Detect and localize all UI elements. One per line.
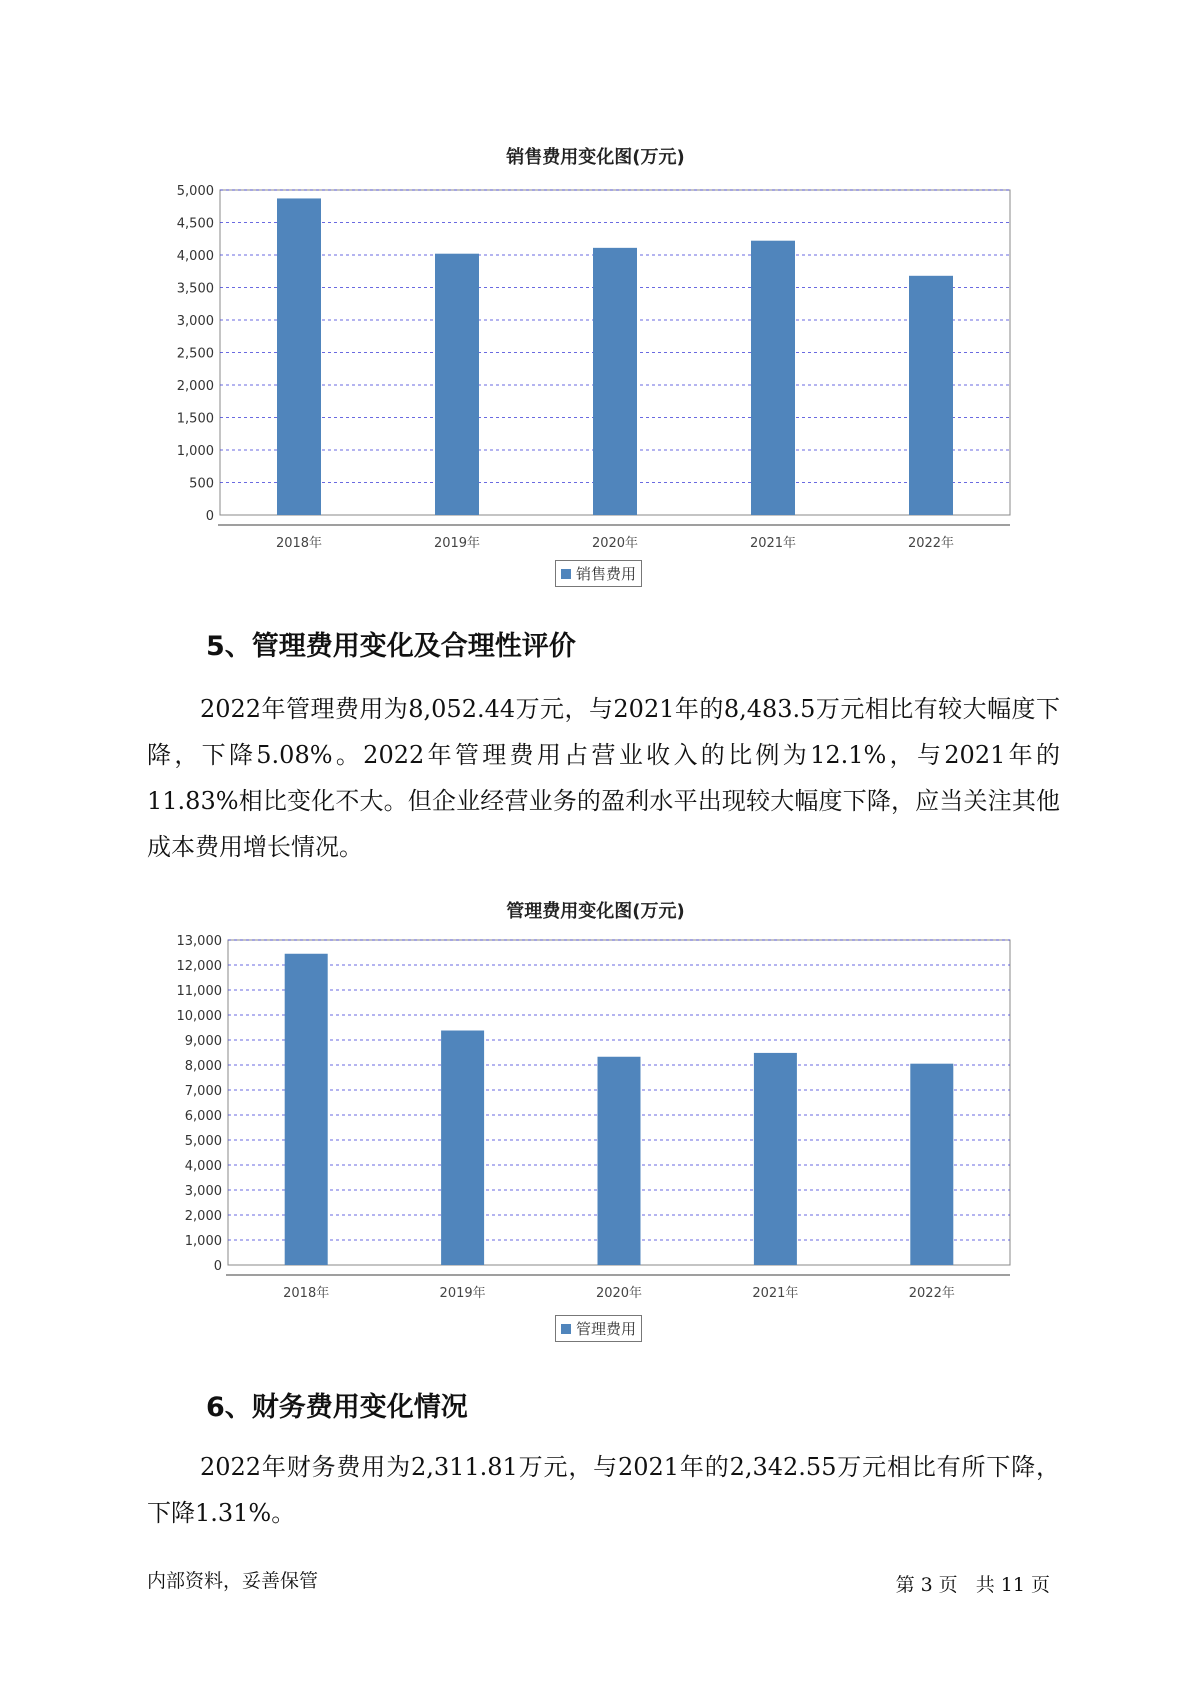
y-tick-label: 7,000 (184, 1084, 222, 1099)
y-tick-label: 5,000 (176, 184, 214, 199)
total-unit: 页 (1030, 1574, 1050, 1596)
y-tick-label: 8,000 (184, 1059, 222, 1074)
x-tick-label: 2019年 (439, 1286, 486, 1301)
bar (909, 276, 953, 515)
y-tick-label: 13,000 (176, 934, 222, 949)
section-paragraph-6: 2022年财务费用为2,311.81万元，与2021年的2,342.55万元相比有所下降，下降1.31%。 (147, 1453, 1060, 1527)
x-tick-label: 2018年 (275, 536, 323, 550)
bar (441, 1031, 484, 1266)
bar (751, 241, 795, 515)
x-tick-label: 2022年 (908, 1286, 955, 1301)
x-tick-label: 2020年 (591, 536, 639, 550)
legend-swatch (561, 569, 571, 579)
y-tick-label: 9,000 (184, 1034, 222, 1049)
y-tick-label: 4,000 (184, 1159, 222, 1174)
section-heading-6: 6、财务费用变化情况 (206, 1392, 468, 1423)
x-tick-label: 2021年 (749, 536, 797, 550)
bar (277, 198, 321, 515)
y-tick-label: 3,500 (176, 281, 214, 297)
y-tick-label: 4,000 (176, 249, 214, 264)
page-number: 3 (920, 1574, 933, 1596)
y-tick-label: 3,000 (176, 314, 214, 329)
chart-legend (555, 560, 642, 587)
y-tick-label: 500 (189, 476, 214, 492)
bar (910, 1064, 953, 1265)
legend-label: 管理费用 (576, 1320, 637, 1338)
y-tick-label: 1,000 (184, 1234, 222, 1249)
y-tick-label: 3,000 (184, 1184, 222, 1199)
y-tick-label: 0 (205, 509, 214, 524)
bar (435, 254, 479, 515)
y-tick-label: 2,000 (176, 379, 214, 394)
sales-expense-chart-svg (0, 170, 1191, 550)
y-tick-label: 2,000 (184, 1209, 222, 1224)
y-tick-label: 1,000 (176, 444, 214, 459)
y-tick-label: 0 (213, 1259, 222, 1274)
bar (598, 1057, 641, 1265)
section-paragraph-5: 2022年管理费用为8,052.44万元，与2021年的8,483.5万元相比有较大幅度下降，下降5.08%。2022年管理费用占营业收入的比例为12.1%，与2021年的11.83%相比变化不大。但企业经营业务的盈利水平出现较大幅度下降，应当关注其他成本费用增长情况。 (147, 695, 1060, 861)
footer-page-info (893, 1570, 1053, 1597)
x-tick-label: 2020年 (595, 1286, 643, 1301)
x-tick-label: 2018年 (283, 1286, 330, 1301)
footer-confidential-note: 内部资料，妥善保管 (147, 1570, 319, 1592)
x-tick-label: 2019年 (433, 536, 481, 550)
section-heading-5: 5、管理费用变化及合理性评价 (206, 631, 576, 662)
y-tick-label: 2,500 (176, 346, 214, 362)
page-unit: 页 (938, 1574, 958, 1596)
x-tick-label: 2022年 (907, 536, 955, 550)
legend-label: 销售费用 (576, 565, 637, 583)
y-tick-label: 4,500 (176, 216, 214, 232)
y-tick-label: 11,000 (176, 984, 222, 999)
y-tick-label: 6,000 (184, 1109, 222, 1124)
legend-swatch (561, 1324, 571, 1334)
y-tick-label: 12,000 (176, 959, 222, 974)
chart-title: 销售费用变化图(万元) (506, 147, 685, 168)
bar (754, 1053, 797, 1265)
y-tick-label: 1,500 (176, 411, 214, 427)
y-tick-label: 10,000 (176, 1009, 222, 1024)
x-tick-label: 2021年 (752, 1286, 799, 1301)
page-prefix: 第 (895, 1574, 915, 1596)
total-prefix: 共 (975, 1574, 995, 1596)
total-pages: 11 (1000, 1574, 1025, 1596)
bar (593, 248, 637, 515)
chart-title: 管理费用变化图(万元) (506, 901, 685, 922)
chart-legend (555, 1315, 642, 1342)
y-tick-label: 5,000 (184, 1134, 222, 1149)
admin-expense-chart-svg (0, 925, 1191, 1305)
bar (285, 954, 328, 1265)
